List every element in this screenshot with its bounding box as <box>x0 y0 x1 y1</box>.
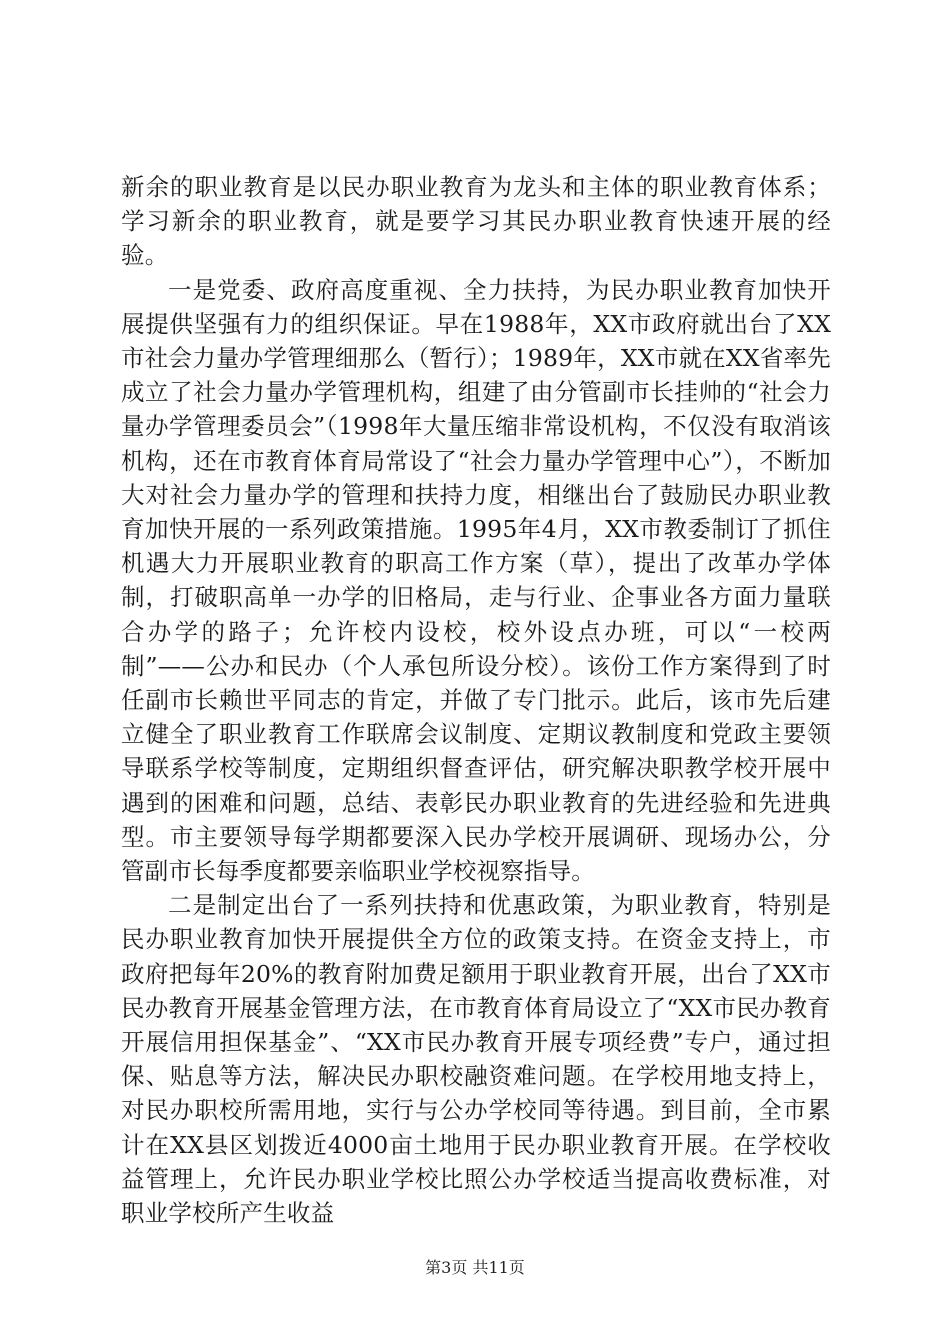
paragraph-1: 新余的职业教育是以民办职业教育为龙头和主体的职业教育体系；学习新余的职业教育，就是要学习其民办职业教育快速开展的经验。 <box>121 173 831 270</box>
document-body <box>121 170 831 1230</box>
paragraph-2: 一是党委、政府高度重视、全力扶持，为民办职业教育加快开展提供坚强有力的组织保证。早在1988年，XX市政府就出台了XX市社会力量办学管理细那么（暂行）；1989年，XX市就在XX省率先成立了社会力量办学管理机构，组建了由分管副市长挂帅的“社会力量办学管理委员会”（1998年大量压缩非常设机构，不仅没有取消该机构，还在市教育体育局常设了“社会力量办学管理中心”），不断加大对社会力量办学的管理和扶持力度，相继出台了鼓励民办职业教育加快开展的一系列政策措施。1995年4月，XX市教委制订了抓住机遇大力开展职业教育的职高工作方案（草），提出了改革办学体制，打破职高单一办学的旧格局，走与行业、企事业各方面力量联合办学的路子；允许校内设校，校外设点办班，可以“一校两制”——公办和民办（个人承包所设分校）。该份工作方案得到了时任副市长赖世平同志的肯定，并做了专门批示。此后，该市先后建立健全了职业教育工作联席会议制度、定期议教制度和党政主要领导联系学校等制度，定期组织督查评估，研究解决职教学校开展中遇到的困难和问题，总结、表彰民办职业教育的先进经验和先进典型。市主要领导每学期都要深入民办学校开展调研、现场办公，分管副市长每季度都要亲临职业学校视察指导。 <box>121 275 831 886</box>
paragraph-3: 二是制定出台了一系列扶持和优惠政策，为职业教育，特别是民办职业教育加快开展提供全方位的政策支持。在资金支持上，市政府把每年20%的教育附加费足额用于职业教育开展，出台了XX市民办教育开展基金管理方法，在市教育体育局设立了“XX市民办教育开展信用担保基金”、“XX市民办教育开展专项经费”专户，通过担保、贴息等方法，解决民办职校融资难问题。在学校用地支持上，对民办职校所需用地，实行与公办学校同等待遇。到目前，全市累计在XX县区划拨近4000亩土地用于民办职业教育开展。在学校收益管理上，允许民办职业学校比照公办学校适当提高收费标准，对职业学校所产生收益 <box>121 891 831 1228</box>
page-footer <box>0 1258 950 1278</box>
page-number: 第3页 共11页 <box>425 1258 525 1277</box>
